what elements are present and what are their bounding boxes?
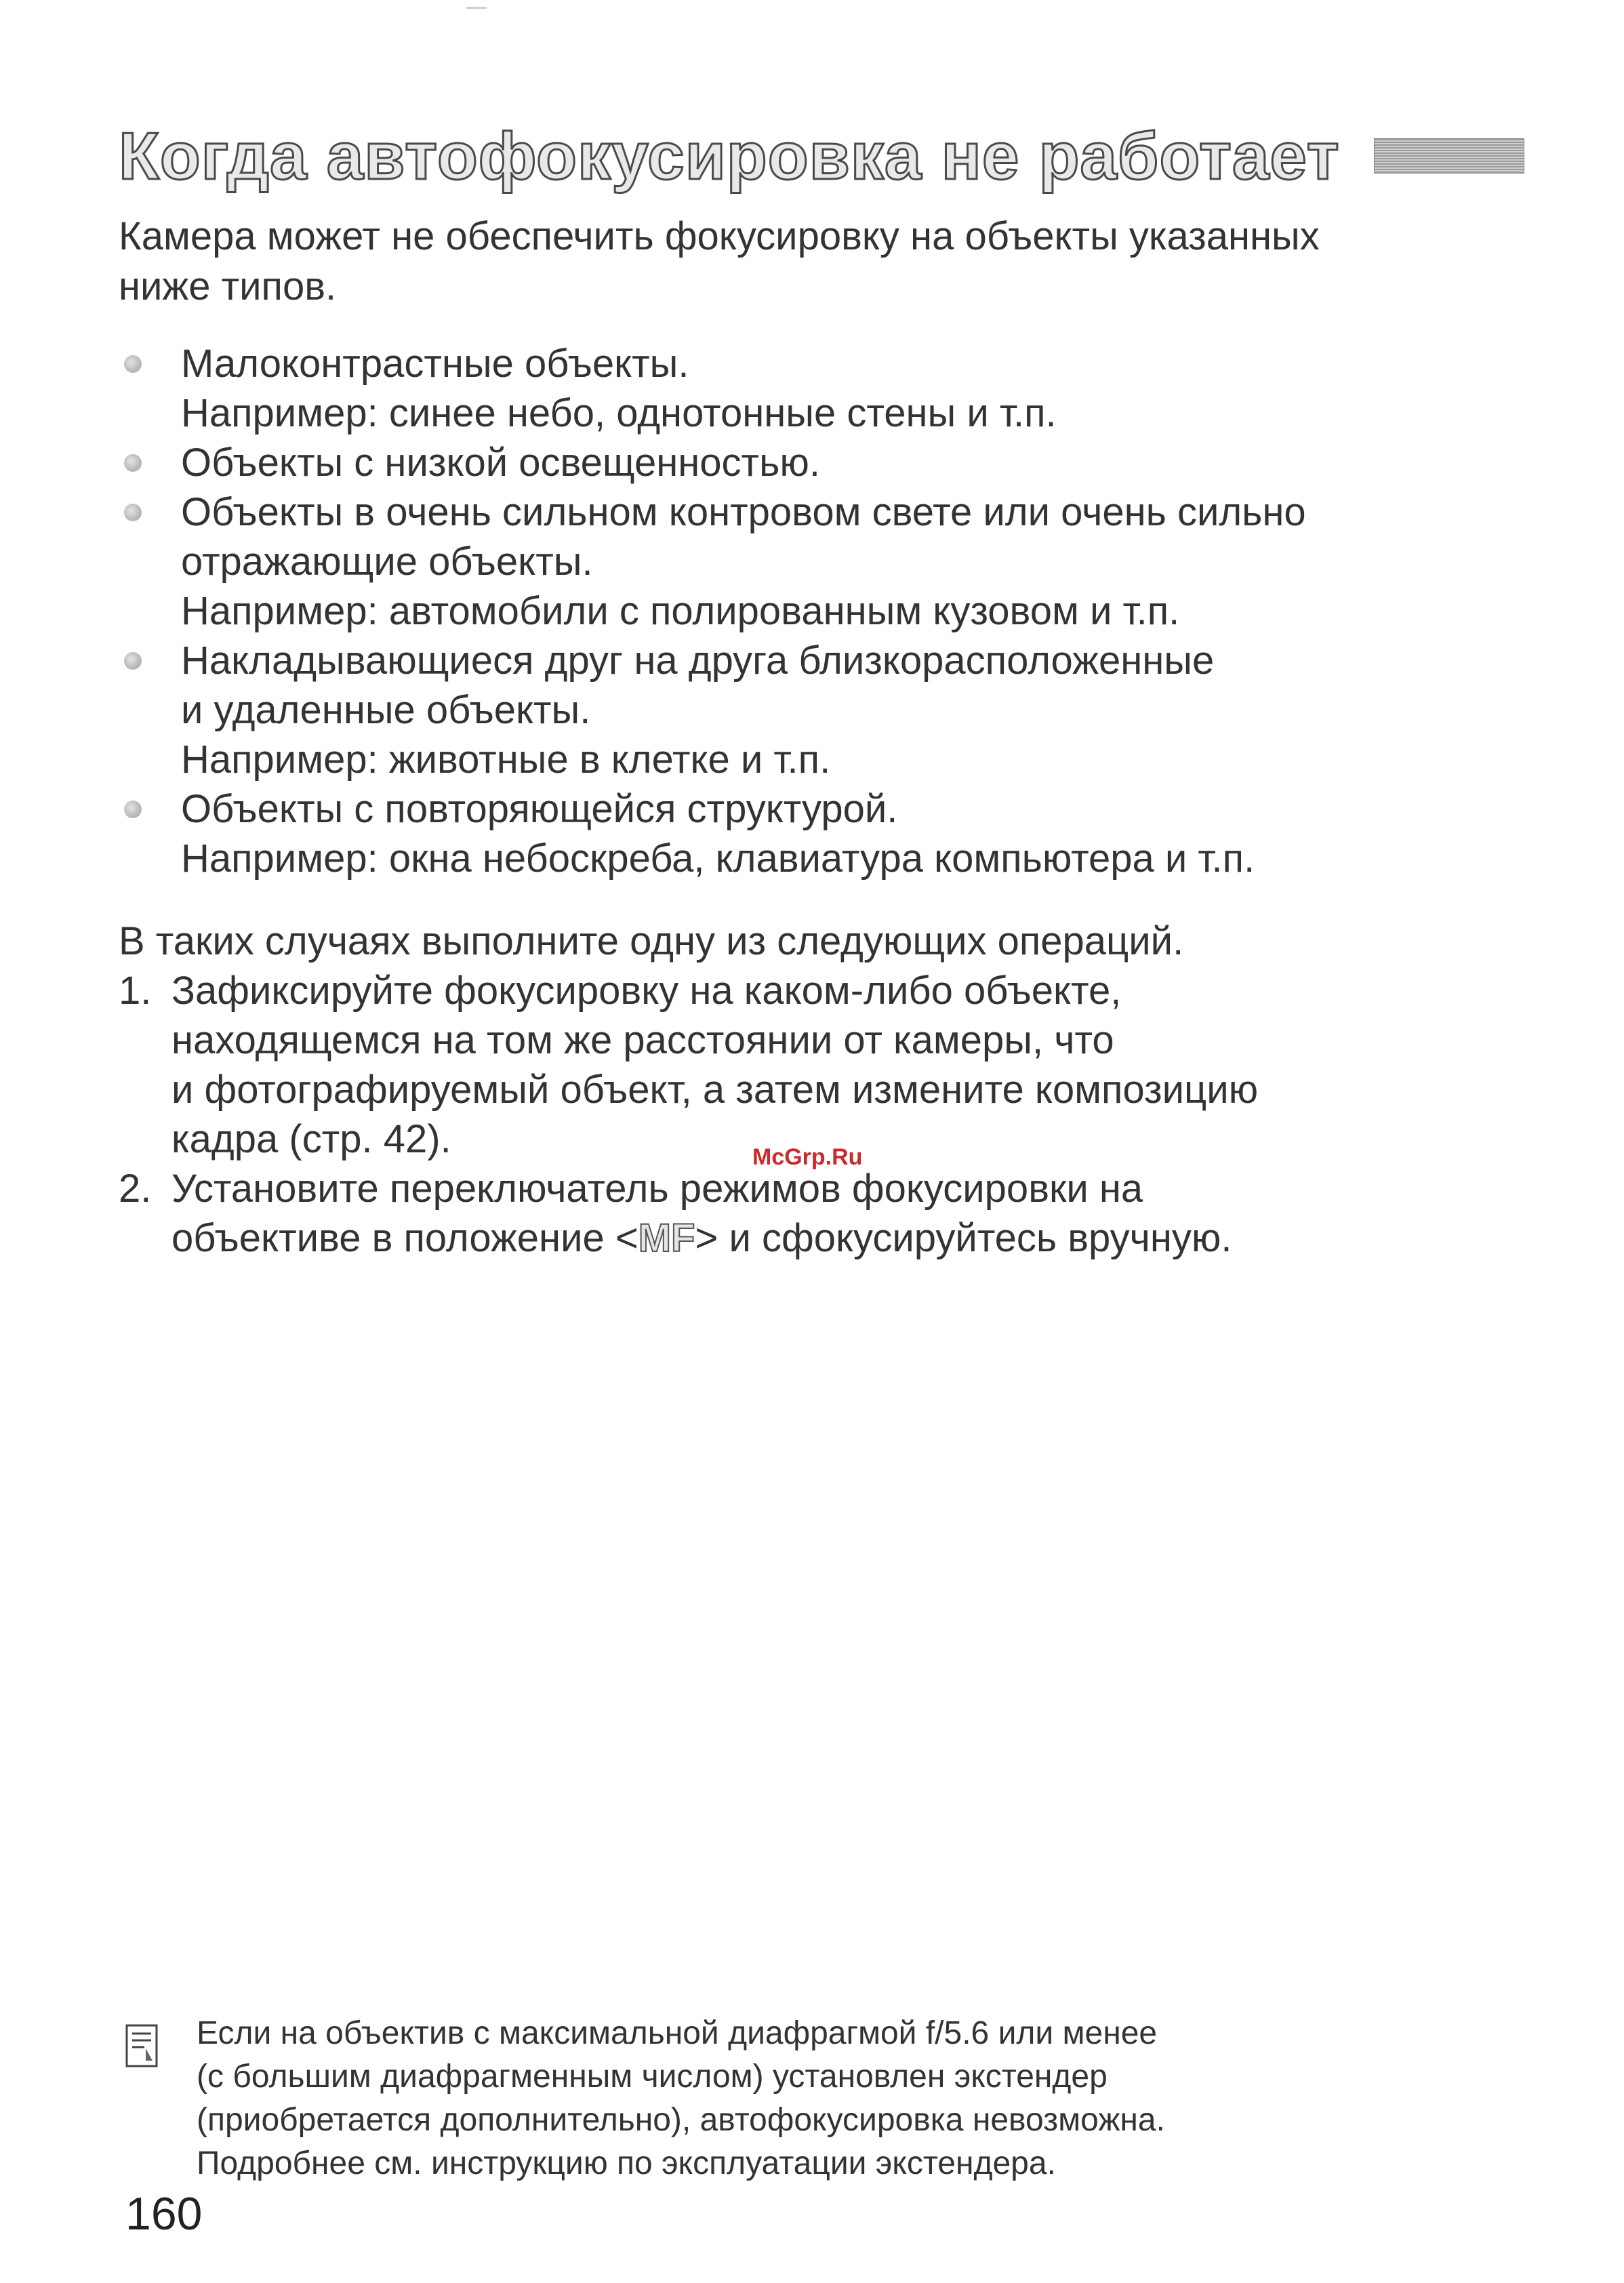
watermark: McGrp.Ru [752,1144,863,1170]
note-icon [125,2024,158,2067]
title-decoration-bar [1374,138,1524,174]
note-line: Если на объектив с максимальной диафрагмой f/5.6 или менее [197,2015,1158,2051]
section-header [119,108,1522,203]
list-item [119,487,1528,636]
list-item-text: Накладывающиеся друг на друга близкорасположенные [181,639,1215,683]
note-line: (приобретается дополнительно), автофокусировка невозможна. [197,2102,1165,2138]
scan-mark [466,7,487,9]
list-item [119,784,1528,883]
step-text: > и сфокусируйтесь вручную. [695,1216,1232,1260]
actions-intro: В таких случаях выполните одну из следующих операций. [119,919,1184,963]
step-number: 2. [119,1167,152,1211]
page-number: 160 [125,2188,203,2240]
list-item [119,339,1528,438]
step-text: Установите переключатель режимов фокусировки на [171,1167,1143,1211]
step-item [119,1164,1528,1263]
list-item-example: Например: животные в клетке и т.п. [181,738,831,782]
note-block [125,2012,1522,2181]
step-item [119,966,1528,1164]
step-text: находящемся на том же расстоянии от камеры, что [171,1018,1114,1062]
list-item-example: Например: синее небо, однотонные стены и т.п. [181,391,1057,435]
step-text: объективе в положение < [171,1216,638,1260]
bullet-icon [124,355,142,373]
bullet-icon [124,652,142,670]
bullet-icon [124,504,142,521]
list-item-text: Объекты в очень сильном контровом свете или очень сильно [181,490,1306,534]
note-line: (с большим диафрагменным числом) установлен экстендер [197,2059,1108,2095]
list-item-text: Малоконтрастные объекты. [181,342,689,386]
note-text [197,2012,1518,2185]
mf-mode-label: MF [638,1216,695,1260]
step-text: Зафиксируйте фокусировку на каком-либо объекте, [171,969,1122,1013]
bullet-icon [124,454,142,472]
list-item [119,438,1528,487]
bullet-icon [124,801,142,818]
list-item [119,636,1528,784]
intro-line: ниже типов. [119,264,337,308]
list-item-text: Объекты с низкой освещенностью. [181,441,820,485]
list-item-example: Например: окна небоскреба, клавиатура компьютера и т.п. [181,836,1255,881]
list-item-text: Объекты с повторяющейся структурой. [181,787,898,831]
list-item-text: и удаленные объекты. [181,688,591,732]
list-item-text: отражающие объекты. [181,540,593,584]
intro-paragraph [119,211,1528,312]
intro-line: Камера может не обеспечить фокусировку на объекты указанных [119,214,1320,258]
steps-list [119,966,1528,1263]
note-line: Подробнее см. инструкцию по эксплуатации экстендера. [197,2145,1056,2181]
step-text: кадра (стр. 42). [171,1117,451,1161]
step-text: и фотографируемый объект, а затем измените композицию [171,1068,1259,1112]
step-text-line [171,1213,1528,1263]
list-item-example: Например: автомобили с полированным кузовом и т.п. [181,589,1180,633]
problem-subjects-list [119,339,1528,883]
step-number: 1. [119,969,152,1013]
page-title: Когда автофокусировка не работает [119,119,1340,193]
